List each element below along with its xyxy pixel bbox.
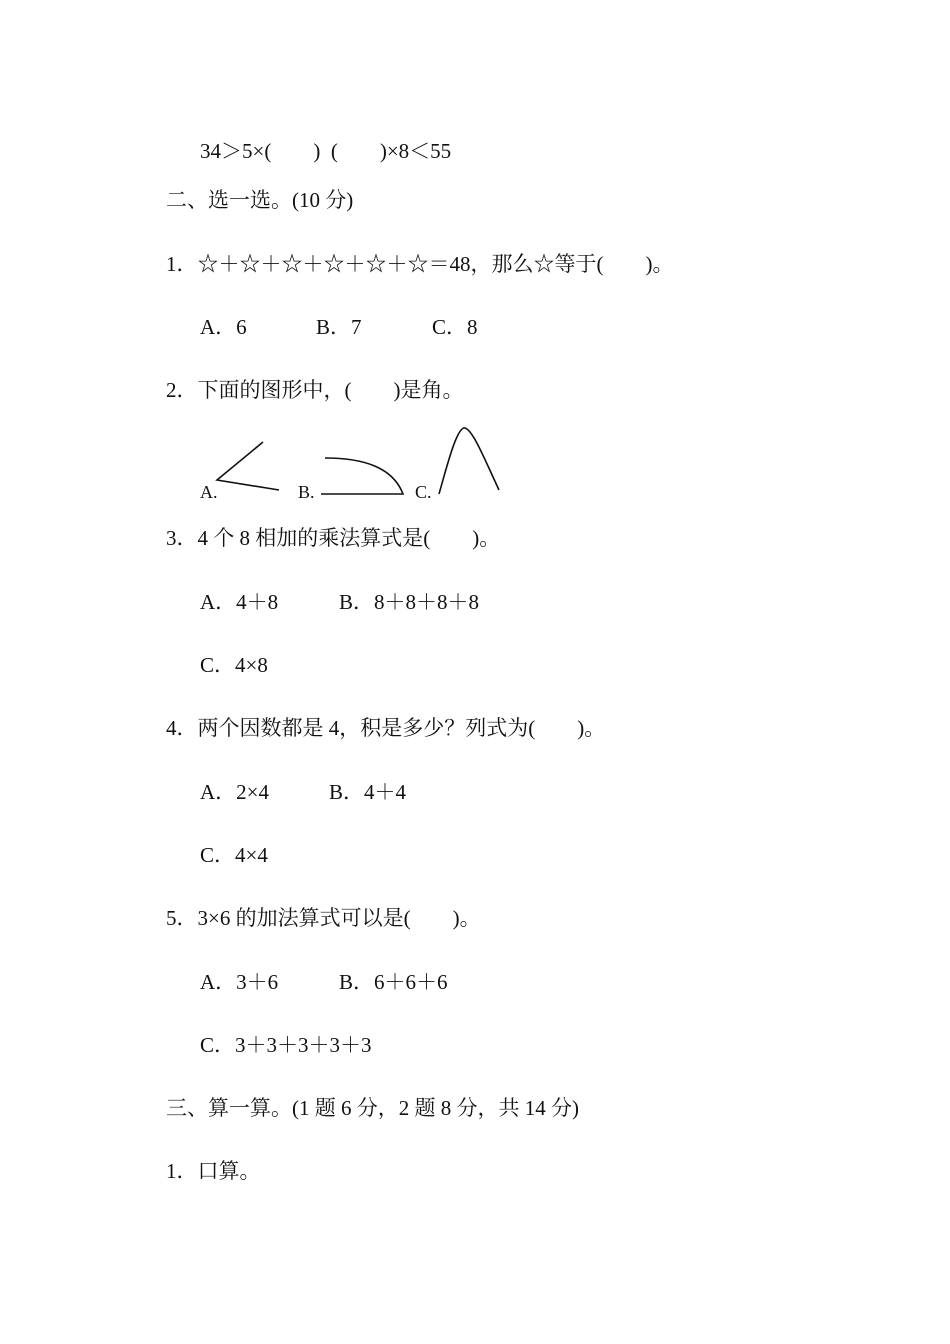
q1-option-a: A．6	[200, 315, 247, 339]
question-1-text: 1．☆＋☆＋☆＋☆＋☆＋☆＝48，那么☆等于( )。	[166, 252, 674, 276]
q3-option-a: A．4＋8	[200, 590, 279, 614]
q1-option-b: B．7	[316, 315, 362, 339]
angle-figures	[195, 420, 515, 504]
question-4-text: 4．两个因数都是 4，积是多少？列式为( )。	[166, 716, 606, 740]
q4-option-b: B．4＋4	[329, 780, 407, 804]
inequality-line: 34＞5×( ) ( )×8＜55	[200, 139, 452, 163]
question-5-text: 5．3×6 的加法算式可以是( )。	[166, 906, 481, 930]
q3-option-c: C．4×8	[200, 653, 268, 677]
figure-b-arc	[321, 458, 403, 494]
figure-c-label: C.	[415, 482, 432, 502]
section-3-heading: 三、算一算。(1 题 6 分，2 题 8 分，共 14 分)	[166, 1096, 579, 1120]
q5-option-a: A．3＋6	[200, 970, 279, 994]
figure-a-angle	[217, 442, 279, 490]
q1-option-c: C．8	[432, 315, 478, 339]
figure-c-curve	[439, 428, 499, 494]
section-3-question-1: 1．口算。	[166, 1159, 261, 1183]
q3-option-b: B．8＋8＋8＋8	[339, 590, 480, 614]
q4-option-a: A．2×4	[200, 780, 270, 804]
question-2-text: 2．下面的图形中，( )是角。	[166, 378, 464, 402]
question-3-text: 3．4 个 8 相加的乘法算式是( )。	[166, 526, 501, 550]
section-2-heading: 二、选一选。(10 分)	[166, 188, 354, 212]
figure-b-label: B.	[298, 482, 315, 502]
q5-option-b: B．6＋6＋6	[339, 970, 448, 994]
q5-option-c: C．3＋3＋3＋3＋3	[200, 1033, 372, 1057]
q4-option-c: C．4×4	[200, 843, 268, 867]
figure-a-label: A.	[200, 482, 218, 502]
angle-figures-svg	[195, 420, 515, 504]
